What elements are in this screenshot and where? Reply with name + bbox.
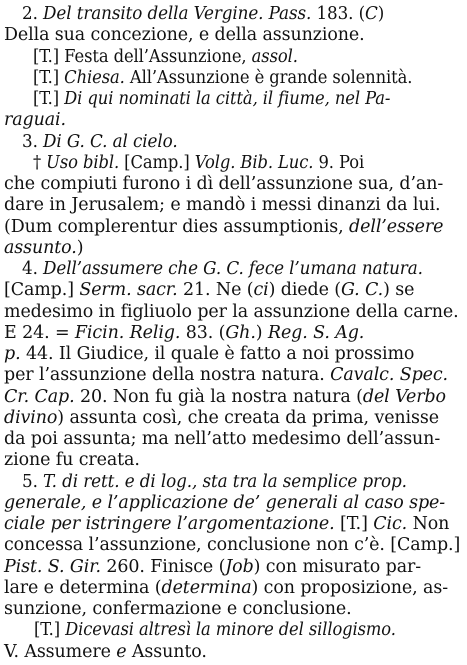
roman-text: dare in Jerusalem; e mandò i messi dinanzi da lui. [4, 194, 441, 216]
italic-text: Di G. C. al cielo. [43, 130, 178, 152]
roman-text: V. Assumere [4, 640, 117, 662]
roman-text: Assunto. [126, 640, 207, 662]
roman-text: zione fu creata. [4, 449, 140, 471]
italic-text: Dell’assumere che G. C. fece l’umana natura. [43, 258, 423, 279]
roman-text: ) con proposizione, as- [251, 576, 448, 598]
roman-text: 83. ( [180, 321, 226, 343]
roman-text: 260. Finisce ( [100, 555, 226, 577]
roman-text: che compiuti furono i dì dell’assunzione sua, d’an- [4, 173, 444, 194]
text-line [4, 640, 462, 664]
italic-text: Chiesa. [64, 66, 125, 88]
roman-text: 3. [22, 130, 44, 152]
italic-text: Cavalc. Spec. [330, 364, 448, 386]
roman-text: [T.] [34, 619, 66, 641]
italic-text: T. di rett. e di log., sta tra la semplice prop. [43, 470, 407, 492]
roman-text: 21. Ne ( [177, 279, 254, 301]
roman-text: concessa l’assunzione, conclusione non c’è. [Camp.] [4, 534, 461, 556]
italic-text: raguai. [4, 109, 66, 131]
italic-text: del Verbo [362, 385, 446, 407]
roman-text: [Camp.] [119, 151, 195, 173]
italic-text: G. C. [340, 279, 384, 301]
italic-text: Serm. sacr. [79, 279, 178, 301]
roman-text: 2. [22, 3, 44, 24]
roman-text: 20. Non fu già la nostra natura ( [74, 385, 363, 407]
italic-text: dell’essere [349, 215, 444, 237]
roman-text: lare e determina ( [4, 576, 162, 598]
roman-text: † [33, 151, 47, 173]
italic-text: Volg. Bib. Luc. [194, 151, 314, 173]
italic-text: Di qui nominati la città, il fiume, nel Pa- [64, 88, 391, 109]
roman-text: Non [407, 513, 450, 534]
roman-text: (Dum complerentur dies assumptionis, [4, 215, 350, 237]
italic-text: generale, e l’applicazione de’ generali al caso spe- [4, 491, 446, 513]
italic-text: Cr. Cap. [4, 385, 75, 407]
roman-text: E 24. = [4, 321, 75, 343]
italic-text: e [116, 640, 127, 662]
roman-text: sunzione, confermazione e conclusione. [4, 598, 352, 619]
italic-text: Dicevasi altresì la minore del sillogismo. [65, 619, 396, 641]
roman-text: [T.] Festa dell’Assunzione, [33, 45, 252, 67]
roman-text: [T.] [33, 88, 65, 109]
roman-text: 183. ( [311, 3, 366, 24]
italic-text: ci [253, 279, 269, 301]
roman-text: ) [255, 321, 268, 343]
italic-text: p. [4, 343, 21, 364]
italic-text: determina [161, 576, 252, 598]
italic-text: Gh. [225, 321, 256, 343]
roman-text: da poi assunta; ma nell’atto medesimo dell’assun- [4, 428, 441, 449]
italic-text: C [365, 3, 378, 24]
roman-text: ) [377, 3, 385, 24]
italic-text: Del transito della Vergine. Pass. [43, 3, 312, 24]
roman-text: 44. Il Giudice, il quale è fatto a noi prossimo [20, 343, 415, 364]
roman-text: ) se [383, 279, 415, 301]
roman-text: ) assunta così, che creata da prima, venisse [57, 406, 439, 428]
roman-text: ) [76, 236, 84, 258]
roman-text: Della sua concezione, e della assunzione. [4, 24, 365, 46]
roman-text: ) con misurato par- [253, 555, 422, 577]
italic-text: Uso bibl. [46, 151, 120, 173]
roman-text: ) diede ( [268, 279, 341, 301]
roman-text: 5. [22, 470, 44, 492]
roman-text: 9. Poi [313, 151, 365, 173]
italic-text: Cic. [373, 513, 408, 534]
italic-text: assunto. [4, 236, 77, 258]
roman-text: 4. [22, 258, 44, 279]
roman-text: [T.] [334, 513, 374, 534]
roman-text: medesimo in figliuolo per la assunzione della carne. [4, 300, 459, 322]
roman-text: per l’assunzione della nostra natura. [4, 364, 331, 386]
italic-text: assol. [251, 45, 298, 67]
italic-text: Job [225, 555, 254, 577]
italic-text: Pist. S. Gir. [4, 555, 101, 577]
italic-text: divino [4, 406, 58, 428]
italic-text: Reg. S. Ag. [267, 321, 365, 343]
roman-text: [T.] [33, 66, 65, 88]
roman-text: [Camp.] [4, 279, 80, 301]
italic-text: Ficin. Relig. [74, 321, 181, 343]
roman-text: All’Assunzione è grande solennità. [124, 66, 413, 88]
italic-text: ciale per istringere l’argomentazione. [4, 513, 335, 534]
